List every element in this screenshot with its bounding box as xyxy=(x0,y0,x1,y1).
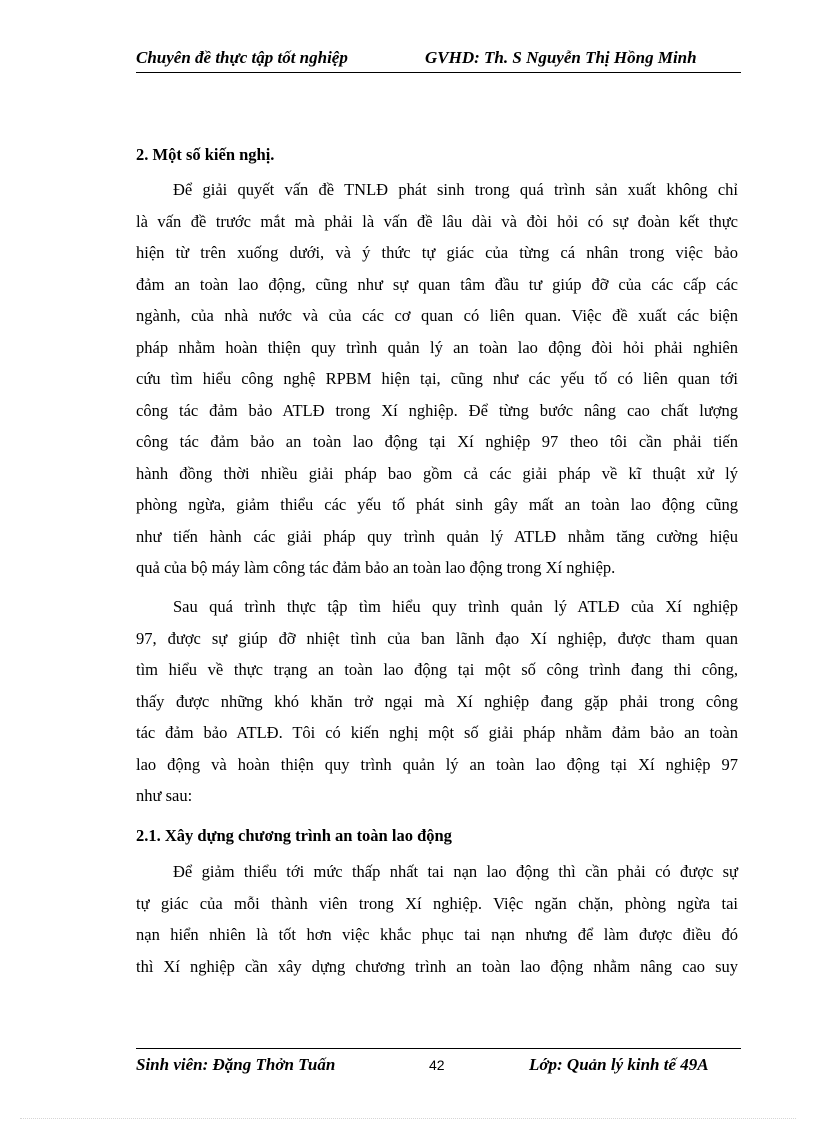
text-line: như sau: xyxy=(136,786,193,805)
text-line: 97, được sự giúp đỡ nhiệt tình của ban lãnh đạo Xí nghiệp, được tham quan xyxy=(136,629,738,648)
footer-rule xyxy=(136,1048,741,1049)
subsection-heading: 2.1. Xây dựng chương trình an toàn lao động xyxy=(136,826,452,845)
text-line: Để giải quyết vấn đề TNLĐ phát sinh trong quá trình sản xuất không chỉ xyxy=(173,180,738,199)
header-course-title: Chuyên đề thực tập tốt nghiệp xyxy=(136,48,348,67)
footer-student: Sinh viên: Đặng Thởn Tuấn xyxy=(136,1055,336,1074)
text-line: tìm hiểu về thực trạng an toàn lao động tại một số công trình đang thi công, xyxy=(136,660,738,679)
text-line: thì Xí nghiệp cần xây dựng chương trình an toàn lao động nhằm nâng cao suy xyxy=(136,957,738,976)
text-line: lao động và hoàn thiện quy trình quản lý an toàn lao động tại Xí nghiệp 97 xyxy=(136,755,738,774)
section-heading: 2. Một số kiến nghị. xyxy=(136,145,275,164)
text-line: công tác đảm bảo an toàn lao động tại Xí nghiệp 97 theo tôi cần phải tiến xyxy=(136,432,738,451)
text-line: nạn hiển nhiên là tốt hơn việc khắc phục tai nạn nhưng để làm được điều đó xyxy=(136,925,738,944)
text-line: tác đảm bảo ATLĐ. Tôi có kiến nghị một số giải pháp nhằm đảm bảo an toàn xyxy=(136,723,738,742)
text-line: hành đồng thời nhiều giải pháp bao gồm cả các giải pháp về kĩ thuật xử lý xyxy=(136,464,738,483)
page-number: 42 xyxy=(429,1057,445,1073)
text-line: phòng ngừa, giảm thiểu các yếu tố phát sinh gây mất an toàn lao động cũng xyxy=(136,495,738,514)
text-line: như tiến hành các giải pháp quy trình quản lý ATLĐ nhằm tăng cường hiệu xyxy=(136,527,738,546)
header-advisor: GVHD: Th. S Nguyễn Thị Hồng Minh xyxy=(425,48,697,67)
text-line: ngành, của nhà nước và của các cơ quan có liên quan. Việc đề xuất các biện xyxy=(136,306,738,325)
text-line: tự giác của mỗi thành viên trong Xí nghiệp. Việc ngăn chặn, phòng ngừa tai xyxy=(136,894,738,913)
text-line: là vấn đề trước mắt mà phải là vấn đề lâu dài và đòi hỏi có sự đoàn kết thực xyxy=(136,212,738,231)
text-line: Sau quá trình thực tập tìm hiểu quy trình quản lý ATLĐ của Xí nghiệp xyxy=(173,597,738,616)
text-line: hiện từ trên xuống dưới, và ý thức tự giác của từng cá nhân trong việc bảo xyxy=(136,243,738,262)
text-line: cứu tìm hiểu công nghệ RPBM hiện tại, cũng như các yếu tố có liên quan tới xyxy=(136,369,738,388)
text-line: đảm an toàn lao động, cũng như sự quan tâm đầu tư giúp đỡ của các cấp các xyxy=(136,275,738,294)
text-line: thấy được những khó khăn trở ngại mà Xí nghiệp đang gặp phải trong công xyxy=(136,692,738,711)
header-rule xyxy=(136,72,741,73)
text-line: quả của bộ máy làm công tác đảm bảo an toàn lao động trong Xí nghiệp. xyxy=(136,558,616,577)
page-header xyxy=(136,48,741,72)
text-line: Để giảm thiểu tới mức thấp nhất tai nạn lao động thì cần phải có được sự xyxy=(173,862,738,881)
text-line: pháp nhằm hoàn thiện quy trình quản lý an toàn lao động đòi hỏi phải nghiên xyxy=(136,338,738,357)
text-line: công tác đảm bảo ATLĐ trong Xí nghiệp. Để từng bước nâng cao chất lượng xyxy=(136,401,738,420)
page-edge-divider xyxy=(20,1118,796,1119)
footer-class: Lớp: Quản lý kinh tế 49A xyxy=(529,1055,709,1074)
